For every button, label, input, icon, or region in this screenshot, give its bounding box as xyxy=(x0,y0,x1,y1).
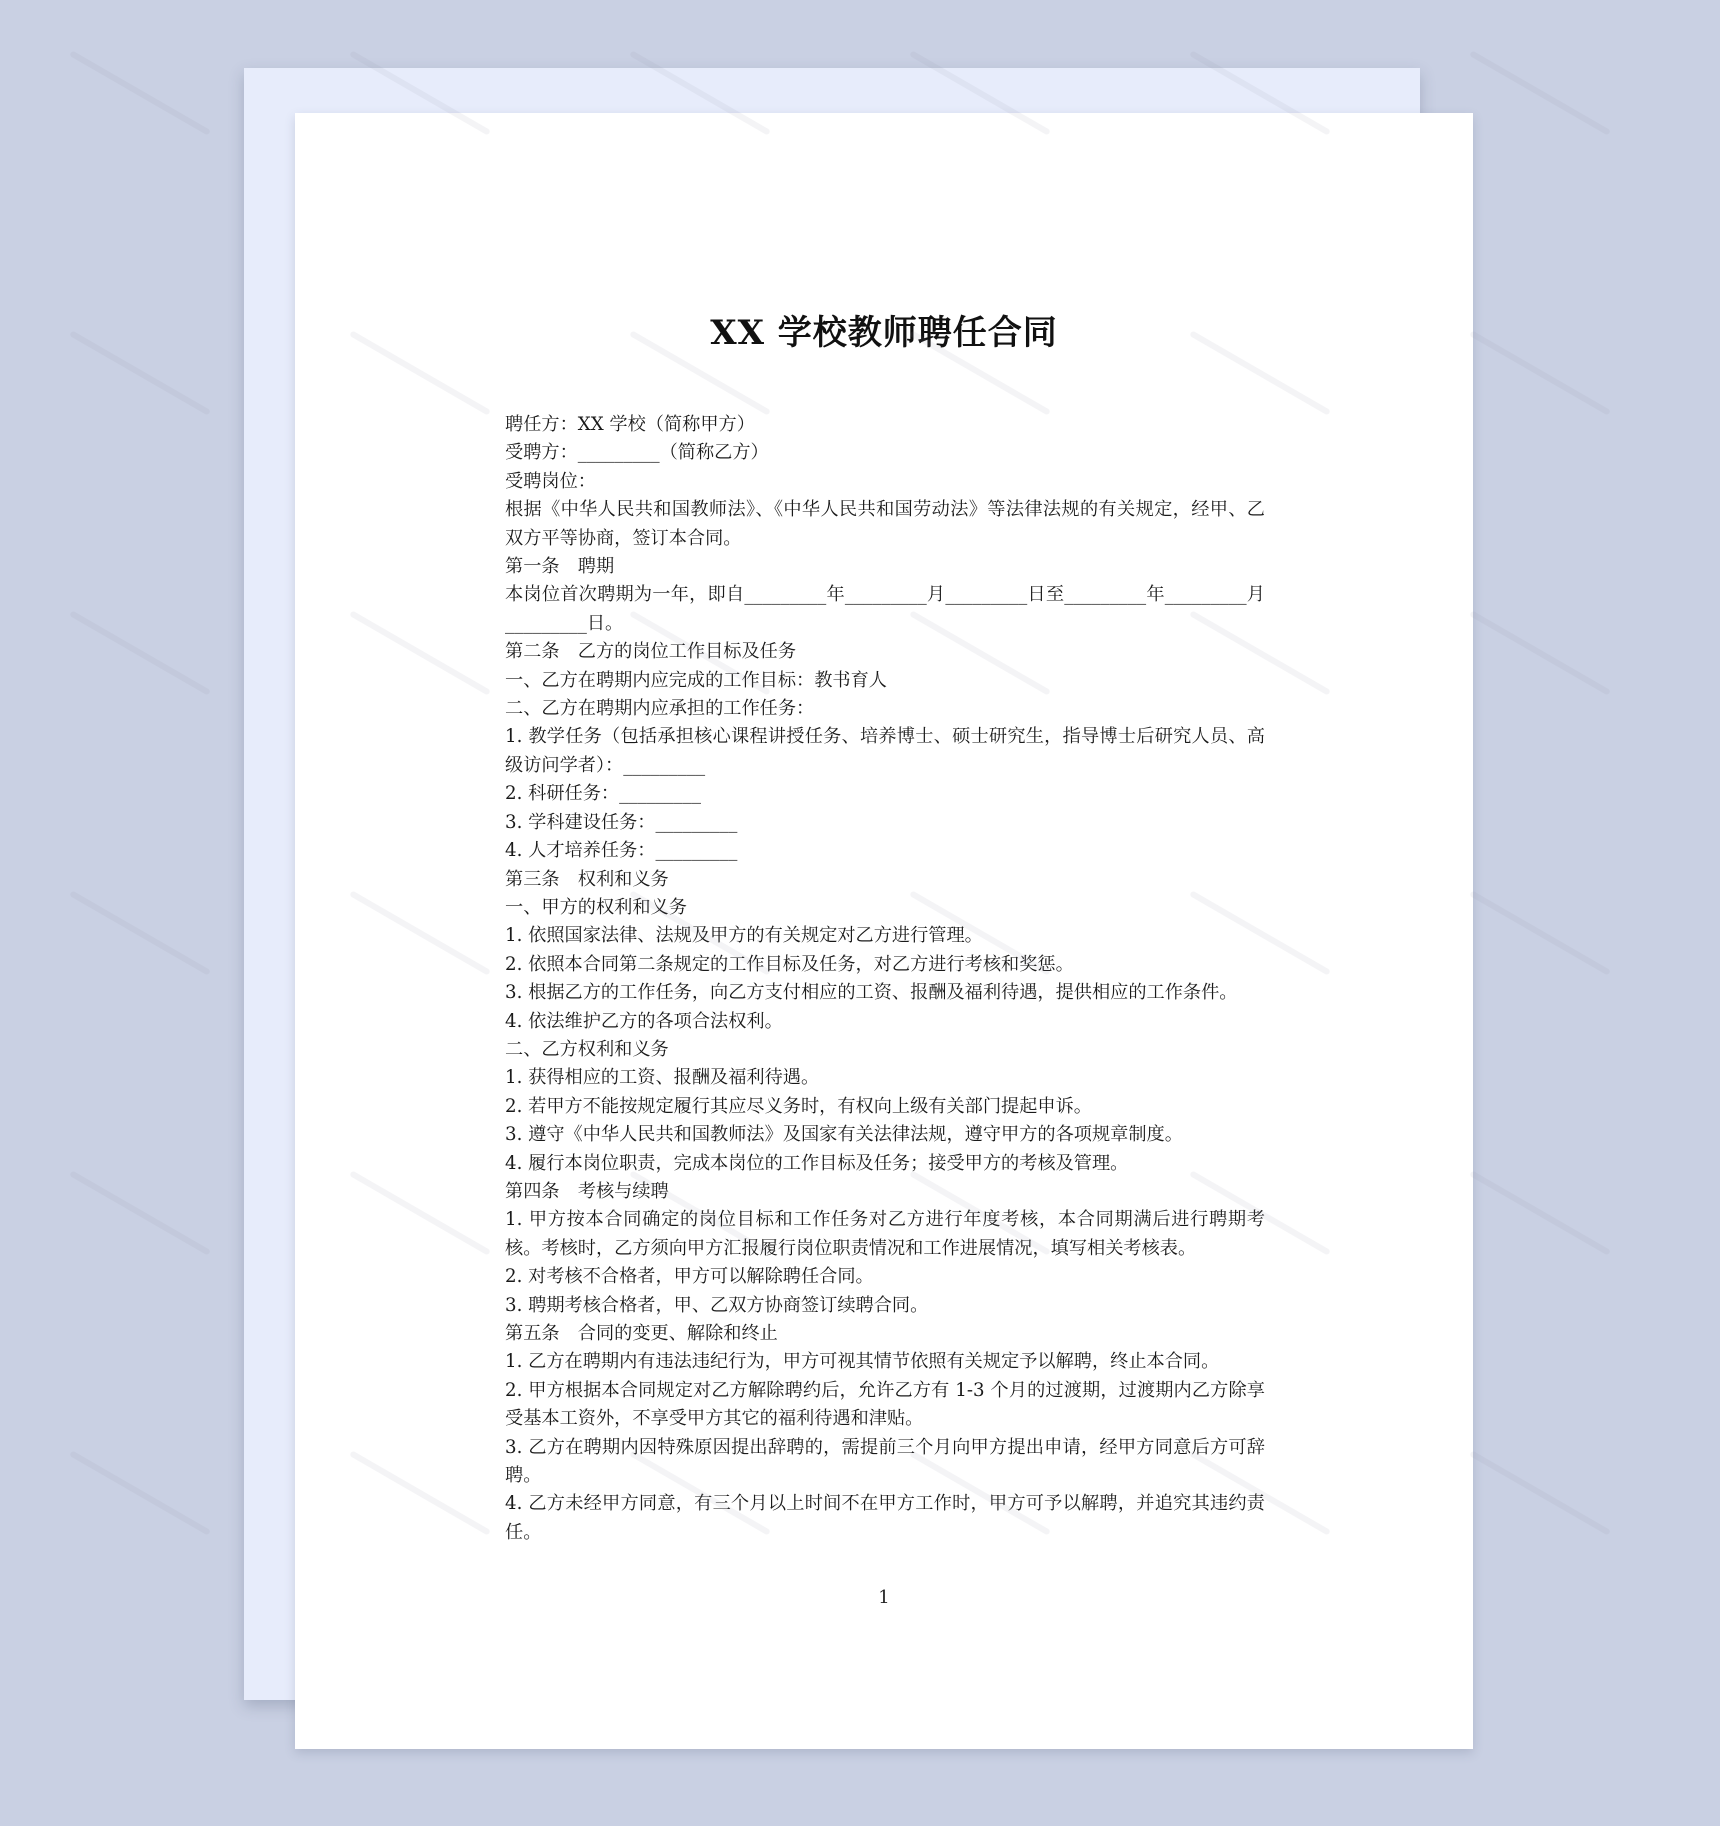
article-heading: 第三条 权利和义务 xyxy=(505,868,669,890)
preamble-paragraph: 根据《中华人民共和国教师法》、《中华人民共和国劳动法》等法律法规的有关规定，经甲、乙双方平等协商，签订本合同。 xyxy=(505,499,1265,549)
clause-line: 一、乙方在聘期内应完成的工作目标：教书育人 xyxy=(505,669,887,691)
section-heading: 二、乙方权利和义务 xyxy=(505,1038,669,1060)
clause-line: 1. 获得相应的工资、报酬及福利待遇。 xyxy=(505,1067,820,1089)
clause-line: 2. 对考核不合格者，甲方可以解除聘任合同。 xyxy=(505,1266,874,1288)
term-paragraph: 本岗位首次聘期为一年，即自_________年_________月_________日至_________年_________月_________日。 xyxy=(505,584,1265,634)
watermark-mark xyxy=(69,1450,211,1535)
watermark-mark xyxy=(1469,890,1611,975)
position-line: 受聘岗位： xyxy=(505,470,596,492)
clause-line: 3. 根据乙方的工作任务，向乙方支付相应的工资、报酬及福利待遇，提供相应的工作条件。 xyxy=(505,982,1238,1004)
watermark-mark xyxy=(69,1170,211,1255)
clause-paragraph: 3. 乙方在聘期内因特殊原因提出辞聘的，需提前三个月向甲方提出申请，经甲方同意后方可辞聘。 xyxy=(505,1436,1265,1487)
article-heading: 第一条 聘期 xyxy=(505,556,615,578)
document-page xyxy=(295,113,1473,1749)
article-heading: 第二条 乙方的岗位工作目标及任务 xyxy=(505,641,797,663)
document-body xyxy=(505,411,1265,1547)
watermark-mark xyxy=(69,890,211,975)
clause-line: 4. 人才培养任务：_________ xyxy=(505,840,738,862)
clause-paragraph: 1. 甲方按本合同确定的岗位目标和工作任务对乙方进行年度考核，本合同期满后进行聘期考核。考核时，乙方须向甲方汇报履行岗位职责情况和工作进展情况，填写相关考核表。 xyxy=(505,1209,1265,1259)
section-heading: 一、甲方的权利和义务 xyxy=(505,896,687,918)
party-a-line: 聘任方：XX 学校（简称甲方） xyxy=(505,414,755,435)
clause-line: 2. 科研任务：_________ xyxy=(505,783,701,805)
watermark-mark xyxy=(69,50,211,135)
clause-line: 3. 学科建设任务：_________ xyxy=(505,811,738,833)
clause-line: 4. 依法维护乙方的各项合法权利。 xyxy=(505,1010,783,1032)
clause-line: 1. 依照国家法律、法规及甲方的有关规定对乙方进行管理。 xyxy=(505,925,983,947)
clause-line: 4. 履行本岗位职责，完成本岗位的工作目标及任务；接受甲方的考核及管理。 xyxy=(505,1152,1129,1174)
page-number: 1 xyxy=(878,1587,890,1608)
article-heading: 第五条 合同的变更、解除和终止 xyxy=(505,1323,778,1344)
watermark-mark xyxy=(1469,50,1611,135)
clause-paragraph: 2. 甲方根据本合同规定对乙方解除聘约后，允许乙方有 1-3 个月的过渡期，过渡期内乙方除享受基本工资外，不享受甲方其它的福利待遇和津贴。 xyxy=(505,1379,1265,1430)
document-title: XX 学校教师聘任合同 xyxy=(710,313,1058,353)
party-b-line: 受聘方：_________（简称乙方） xyxy=(505,442,769,464)
watermark-mark xyxy=(1469,1450,1611,1535)
watermark-mark xyxy=(69,330,211,415)
clause-paragraph: 1. 教学任务（包括承担核心课程讲授任务、培养博士、硕士研究生，指导博士后研究人员、高级访问学者）：_________ xyxy=(505,726,1265,776)
watermark-mark xyxy=(1469,610,1611,695)
article-heading: 第四条 考核与续聘 xyxy=(505,1180,669,1202)
clause-line: 3. 遵守《中华人民共和国教师法》及国家有关法律法规，遵守甲方的各项规章制度。 xyxy=(505,1124,1183,1146)
watermark-mark xyxy=(1469,1170,1611,1255)
clause-line: 2. 若甲方不能按规定履行其应尽义务时，有权向上级有关部门提起申诉。 xyxy=(505,1095,1092,1117)
clause-line: 3. 聘期考核合格者，甲、乙双方协商签订续聘合同。 xyxy=(505,1294,929,1316)
clause-line: 二、乙方在聘期内应承担的工作任务： xyxy=(505,698,815,720)
clause-line: 1. 乙方在聘期内有违法违纪行为，甲方可视其情节依照有关规定予以解聘，终止本合同。 xyxy=(505,1351,1220,1373)
clause-line: 2. 依照本合同第二条规定的工作目标及任务，对乙方进行考核和奖惩。 xyxy=(505,953,1074,975)
watermark-mark xyxy=(69,610,211,695)
clause-paragraph: 4. 乙方未经甲方同意，有三个月以上时间不在甲方工作时，甲方可予以解聘，并追究其违约责任。 xyxy=(505,1493,1265,1543)
watermark-mark xyxy=(1469,330,1611,415)
